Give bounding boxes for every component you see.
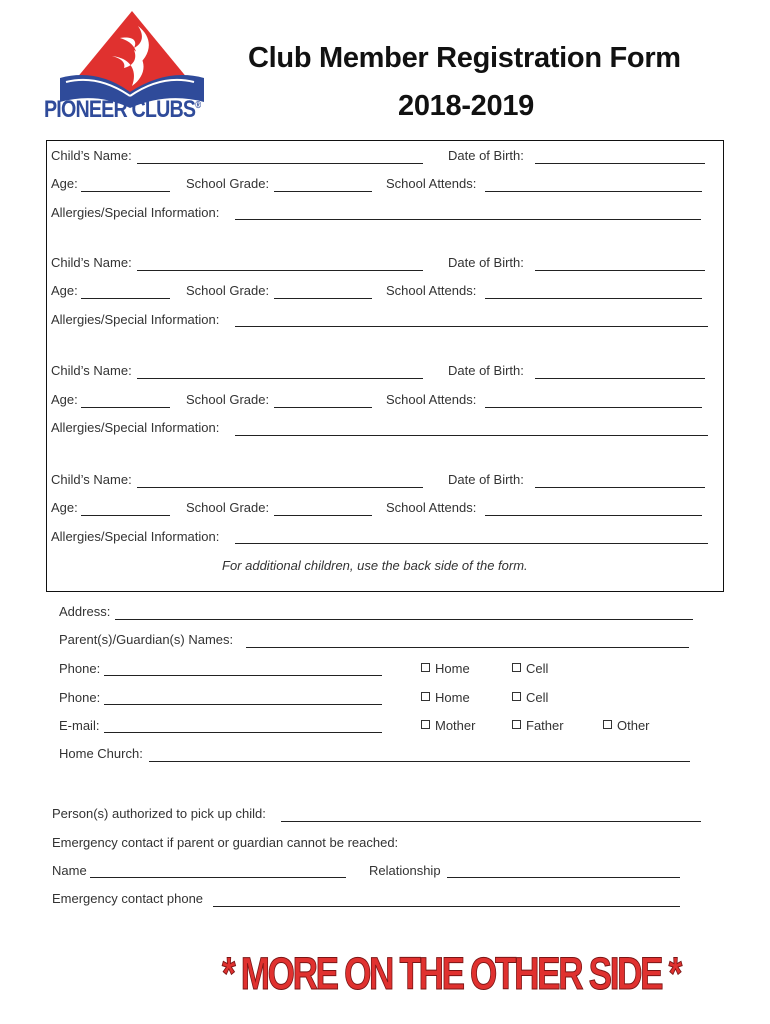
- emergency-name-label: Name: [52, 863, 87, 878]
- child3-age-field[interactable]: [81, 407, 170, 408]
- child1-name-label: Child’s Name:: [51, 148, 132, 163]
- home-church-label: Home Church:: [59, 746, 143, 761]
- phone1-cell-checkbox[interactable]: Cell: [512, 661, 548, 676]
- more-on-other-side-banner: * MORE ON THE OTHER SIDE *: [222, 948, 680, 999]
- phone1-field[interactable]: [104, 675, 382, 676]
- child2-age-field[interactable]: [81, 298, 170, 299]
- child4-grade-field[interactable]: [274, 515, 372, 516]
- child2-grade-field[interactable]: [274, 298, 372, 299]
- child1-school-label: School Attends:: [386, 176, 477, 191]
- child3-school-label: School Attends:: [386, 392, 477, 407]
- child4-dob-label: Date of Birth:: [448, 472, 524, 487]
- additional-children-note: For additional children, use the back side of the form.: [222, 558, 528, 573]
- child3-grade-label: School Grade:: [186, 392, 270, 407]
- email-label: E-mail:: [59, 718, 100, 733]
- guardians-label: Parent(s)/Guardian(s) Names:: [59, 632, 234, 647]
- child2-school-label: School Attends:: [386, 283, 477, 298]
- child3-name-field[interactable]: [137, 378, 423, 379]
- child1-dob-label: Date of Birth:: [448, 148, 524, 163]
- phone2-home-checkbox[interactable]: Home: [421, 690, 470, 705]
- child2-dob-label: Date of Birth:: [448, 255, 524, 270]
- emergency-name-field[interactable]: [90, 877, 346, 878]
- child4-allergies-label: Allergies/Special Information:: [51, 529, 220, 544]
- child4-age-label: Age:: [51, 500, 78, 515]
- phone1-home-checkbox[interactable]: Home: [421, 661, 470, 676]
- child4-name-field[interactable]: [137, 487, 423, 488]
- relationship-field[interactable]: [447, 877, 680, 878]
- child4-grade-label: School Grade:: [186, 500, 270, 515]
- child4-school-label: School Attends:: [386, 500, 477, 515]
- emergency-phone-label: Emergency contact phone: [52, 891, 204, 906]
- child2-name-label: Child’s Name:: [51, 255, 132, 270]
- child1-school-field[interactable]: [485, 191, 702, 192]
- child2-name-field[interactable]: [137, 270, 423, 271]
- emergency-phone-field[interactable]: [213, 906, 680, 907]
- child1-age-label: Age:: [51, 176, 78, 191]
- child2-dob-field[interactable]: [535, 270, 705, 271]
- child4-allergies-field[interactable]: [235, 543, 708, 544]
- child4-dob-field[interactable]: [535, 487, 705, 488]
- email-father-checkbox[interactable]: Father: [512, 718, 564, 733]
- form-title: Club Member Registration Form: [248, 42, 681, 74]
- email-field[interactable]: [104, 732, 382, 733]
- child3-allergies-label: Allergies/Special Information:: [51, 420, 220, 435]
- phone2-field[interactable]: [104, 704, 382, 705]
- child1-grade-label: School Grade:: [186, 176, 270, 191]
- child2-allergies-label: Allergies/Special Information:: [51, 312, 220, 327]
- guardians-field[interactable]: [246, 647, 689, 648]
- phone1-label: Phone:: [59, 661, 101, 676]
- form-year: 2018-2019: [398, 90, 534, 122]
- child2-age-label: Age:: [51, 283, 78, 298]
- authorized-pickup-field[interactable]: [281, 821, 701, 822]
- address-field[interactable]: [115, 619, 693, 620]
- email-mother-checkbox[interactable]: Mother: [421, 718, 475, 733]
- phone2-cell-checkbox[interactable]: Cell: [512, 690, 548, 705]
- pioneer-clubs-logo: [42, 8, 222, 126]
- child2-allergies-field[interactable]: [235, 326, 708, 327]
- authorized-pickup-label: Person(s) authorized to pick up child:: [52, 806, 266, 821]
- child1-name-field[interactable]: [137, 163, 423, 164]
- relationship-label: Relationship: [369, 863, 441, 878]
- child1-dob-field[interactable]: [535, 163, 705, 164]
- child3-grade-field[interactable]: [274, 407, 372, 408]
- logo-text: PIONEER CLUBS®: [44, 96, 201, 123]
- address-label: Address:: [59, 604, 111, 619]
- child3-name-label: Child’s Name:: [51, 363, 132, 378]
- child2-grade-label: School Grade:: [186, 283, 270, 298]
- email-other-checkbox[interactable]: Other: [603, 718, 650, 733]
- child3-allergies-field[interactable]: [235, 435, 708, 436]
- child4-age-field[interactable]: [81, 515, 170, 516]
- child1-grade-field[interactable]: [274, 191, 372, 192]
- child4-name-label: Child’s Name:: [51, 472, 132, 487]
- child2-school-field[interactable]: [485, 298, 702, 299]
- child3-school-field[interactable]: [485, 407, 702, 408]
- child1-allergies-field[interactable]: [235, 219, 701, 220]
- child3-age-label: Age:: [51, 392, 78, 407]
- child3-dob-field[interactable]: [535, 378, 705, 379]
- child1-age-field[interactable]: [81, 191, 170, 192]
- emergency-heading: Emergency contact if parent or guardian cannot be reached:: [52, 835, 399, 850]
- child1-allergies-label: Allergies/Special Information:: [51, 205, 220, 220]
- child3-dob-label: Date of Birth:: [448, 363, 524, 378]
- phone2-label: Phone:: [59, 690, 101, 705]
- flame-book-icon: [42, 8, 222, 108]
- child4-school-field[interactable]: [485, 515, 702, 516]
- home-church-field[interactable]: [149, 761, 690, 762]
